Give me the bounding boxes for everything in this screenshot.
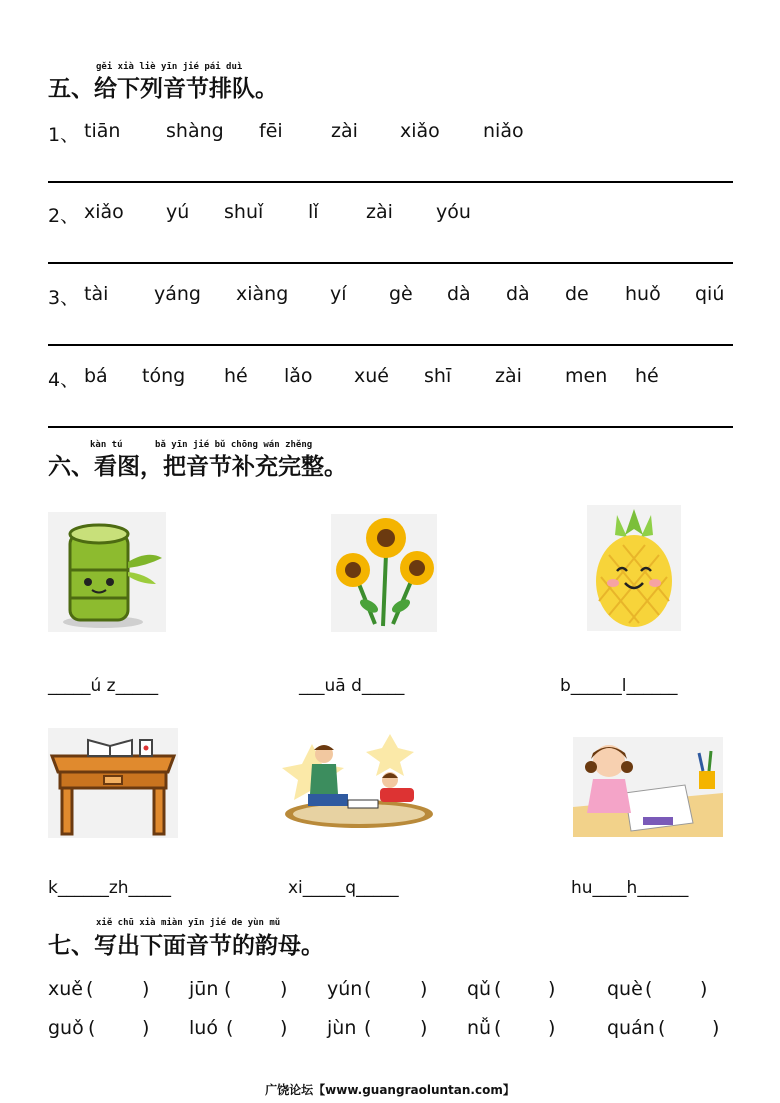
word: hé <box>635 365 659 387</box>
pineapple-icon <box>587 505 681 631</box>
word: xiǎo <box>84 201 124 223</box>
paren-open: ( <box>86 978 94 1000</box>
fill-blank-bamboo[interactable]: _____ú z_____ <box>48 676 159 696</box>
word: yóu <box>436 201 471 223</box>
word: tiān <box>84 120 121 142</box>
section6-title: 六、看图，把音节补充完整。 <box>48 454 347 480</box>
word: hé <box>224 365 248 387</box>
answer-line-3[interactable] <box>48 344 733 346</box>
word: zài <box>331 120 358 142</box>
word: qiú <box>695 283 725 305</box>
paren-close: ) <box>142 978 150 1000</box>
syllable: qǔ <box>467 978 492 1000</box>
syllable: jùn <box>327 1017 357 1039</box>
paren-open: ( <box>494 1017 502 1039</box>
paren-close: ) <box>142 1017 150 1039</box>
paren-open: ( <box>364 978 372 1000</box>
section6-pinyin: kàn tú bǎ yīn jié bǔ chōng wán zhěng <box>90 440 313 450</box>
question-number: 3、 <box>48 287 80 309</box>
syllable: guǒ <box>48 1017 84 1039</box>
section5-pinyin: gěi xià liè yīn jié pái duì <box>96 62 243 72</box>
word: yú <box>166 201 190 223</box>
word: shī <box>424 365 452 387</box>
bamboo-icon <box>48 512 166 632</box>
paren-close: ) <box>700 978 708 1000</box>
desk-icon <box>48 728 178 838</box>
fill-blank-sunflower[interactable]: ___uā d_____ <box>299 676 405 696</box>
question-number: 1、 <box>48 124 80 146</box>
syllable: jūn <box>189 978 219 1000</box>
word: xué <box>354 365 389 387</box>
syllable: yún <box>327 978 363 1000</box>
fill-blank-desk[interactable]: k______zh_____ <box>48 878 172 898</box>
footer-source: 广饶论坛【www.guangraoluntan.com】 <box>265 1083 515 1097</box>
word: tài <box>84 283 109 305</box>
word: dà <box>447 283 471 305</box>
word: huǒ <box>625 283 661 305</box>
word: lǐ <box>308 201 319 223</box>
paren-close: ) <box>548 1017 556 1039</box>
paren-close: ) <box>712 1017 720 1039</box>
paren-close: ) <box>280 978 288 1000</box>
paren-open: ( <box>494 978 502 1000</box>
section7-pinyin: xiě chū xià miàn yīn jié de yùn mǔ <box>96 918 281 928</box>
answer-line-2[interactable] <box>48 262 733 264</box>
word: zài <box>495 365 522 387</box>
paren-open: ( <box>364 1017 372 1039</box>
paren-open: ( <box>645 978 653 1000</box>
syllable: quán <box>607 1017 655 1039</box>
word: shuǐ <box>224 201 264 223</box>
syllable: què <box>607 978 643 1000</box>
paren-close: ) <box>548 978 556 1000</box>
paren-close: ) <box>420 978 428 1000</box>
paren-open: ( <box>224 978 232 1000</box>
paren-open: ( <box>88 1017 96 1039</box>
word: xiàng <box>236 283 289 305</box>
syllable: xuě <box>48 978 83 1000</box>
answer-line-1[interactable] <box>48 181 733 183</box>
paren-close: ) <box>280 1017 288 1039</box>
word: tóng <box>142 365 186 387</box>
word: yáng <box>154 283 201 305</box>
word: men <box>565 365 608 387</box>
paren-open: ( <box>658 1017 666 1039</box>
drawing-girl-icon <box>573 737 723 837</box>
answer-line-4[interactable] <box>48 426 733 428</box>
word: zài <box>366 201 393 223</box>
sunflower-icon <box>331 514 437 632</box>
fill-blank-drawing[interactable]: hu____h______ <box>571 878 689 898</box>
question-number: 4、 <box>48 369 80 391</box>
word: lǎo <box>284 365 313 387</box>
syllable: luó <box>189 1017 218 1039</box>
question-number: 2、 <box>48 205 80 227</box>
section5-title: 五、给下列音节排队。 <box>48 76 278 102</box>
word: de <box>565 283 589 305</box>
word: gè <box>389 283 413 305</box>
paren-open: ( <box>226 1017 234 1039</box>
word: dà <box>506 283 530 305</box>
syllable: nǚ <box>467 1017 492 1039</box>
word: shàng <box>166 120 224 142</box>
paren-close: ) <box>420 1017 428 1039</box>
fill-blank-chess[interactable]: xi_____q_____ <box>288 878 399 898</box>
word: bá <box>84 365 108 387</box>
word: xiǎo <box>400 120 440 142</box>
word: yí <box>330 283 347 305</box>
word: niǎo <box>483 120 524 142</box>
word: fēi <box>259 120 283 142</box>
section7-title: 七、写出下面音节的韵母。 <box>48 933 324 959</box>
chess-icon <box>282 734 436 830</box>
fill-blank-pineapple[interactable]: b______l______ <box>560 676 678 696</box>
